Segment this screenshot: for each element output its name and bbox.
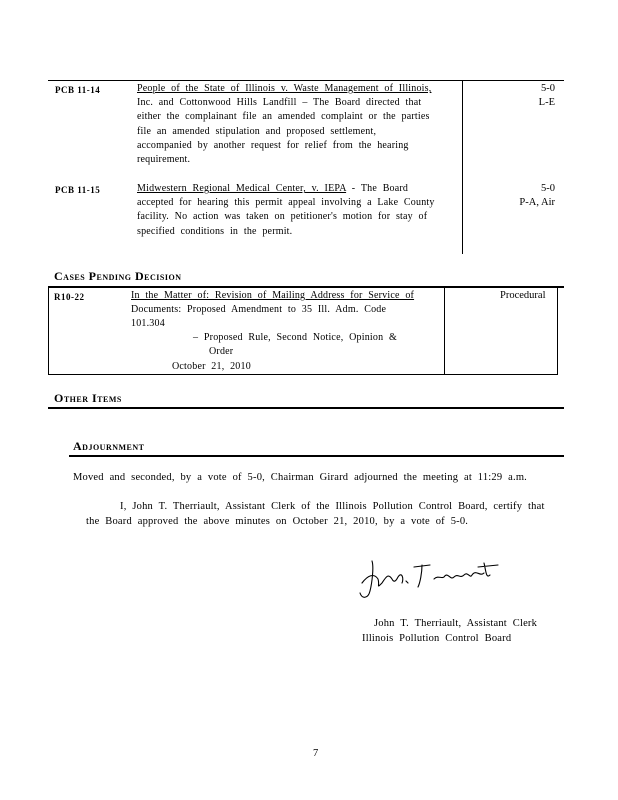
pending-title-line: Documents: Proposed Amendment to 35 Ill. Adm. Code [131,304,387,316]
signatory-name: John T. Therriault, Assistant Clerk [374,618,538,629]
table-vertical-rule [462,80,463,254]
pending-title-line: In the Matter of: Revision of Mailing Address for Service of [131,290,415,301]
pending-status: Procedural [500,290,546,301]
other-items-rule [48,407,564,409]
adjournment-text: Moved and seconded, by a vote of 5-0, Chairman Girard adjourned the meeting at 11:29 a.m. [73,472,528,483]
pending-code: 101.304 [131,318,165,330]
case-title-tail: - The Board [346,183,409,194]
section-heading-adjournment: Adjournment [73,439,145,453]
certify-line: the Board approved the above minutes on October 21, 2010, by a vote of 5-0. [86,516,469,527]
case-body-line: requirement. [137,154,191,166]
case-description [137,182,440,239]
vote-count: 5-0 [541,83,555,94]
case-body-line: accompanied by another request for relief from the hearing [137,139,409,151]
case-body-line: either the complainant file an amended complaint or the parties [137,111,430,123]
case-body-line: accepted for hearing this permit appeal involving a Lake County [137,197,435,209]
pending-proposal-line: – Proposed Rule, Second Notice, Opinion & [193,332,397,343]
signature-image [358,553,503,603]
pending-description [131,289,425,332]
pending-date: October 21, 2010 [172,361,251,372]
pending-table-left [48,286,49,375]
case-body-line: file an amended stipulation and proposed settlement, [137,125,377,137]
case-number: PCB 11-14 [55,85,101,95]
pending-table-divider [444,286,445,375]
case-vote [500,82,555,110]
section-heading-other-items: Other Items [54,391,122,405]
case-body-line: specified conditions in the permit. [137,225,293,237]
page-number: 7 [313,748,319,759]
pending-table-right [557,286,558,375]
section-heading-pending: Cases Pending Decision [54,269,182,283]
pending-table-top [48,286,564,288]
case-number: PCB 11-15 [55,185,101,195]
case-body-line: facility. No action was taken on petitioner's motion for stay of [137,211,428,223]
pending-table-bottom [48,374,558,375]
case-body-line: Inc. and Cottonwood Hills Landfill – The Board directed that [137,97,422,109]
vote-note: P-A, Air [519,197,555,208]
pending-proposal-line: Order [209,346,234,357]
case-title: Midwestern Regional Medical Center, v. IEPA [137,183,347,194]
certify-line: I, John T. Therriault, Assistant Clerk of the Illinois Pollution Control Board, certify that [120,501,545,512]
handwritten-signature [358,553,503,603]
adjournment-rule [69,455,564,457]
pending-case-number: R10-22 [54,292,85,302]
vote-count: 5-0 [541,183,555,194]
table-top-rule [48,80,564,81]
case-description [137,82,440,167]
case-title-line [137,182,440,196]
case-title: People of the State of Illinois v. Waste Management of Illinois, [137,83,432,94]
signatory-organization: Illinois Pollution Control Board [362,633,512,644]
vote-note: L-E [538,97,555,108]
case-vote [500,182,555,210]
